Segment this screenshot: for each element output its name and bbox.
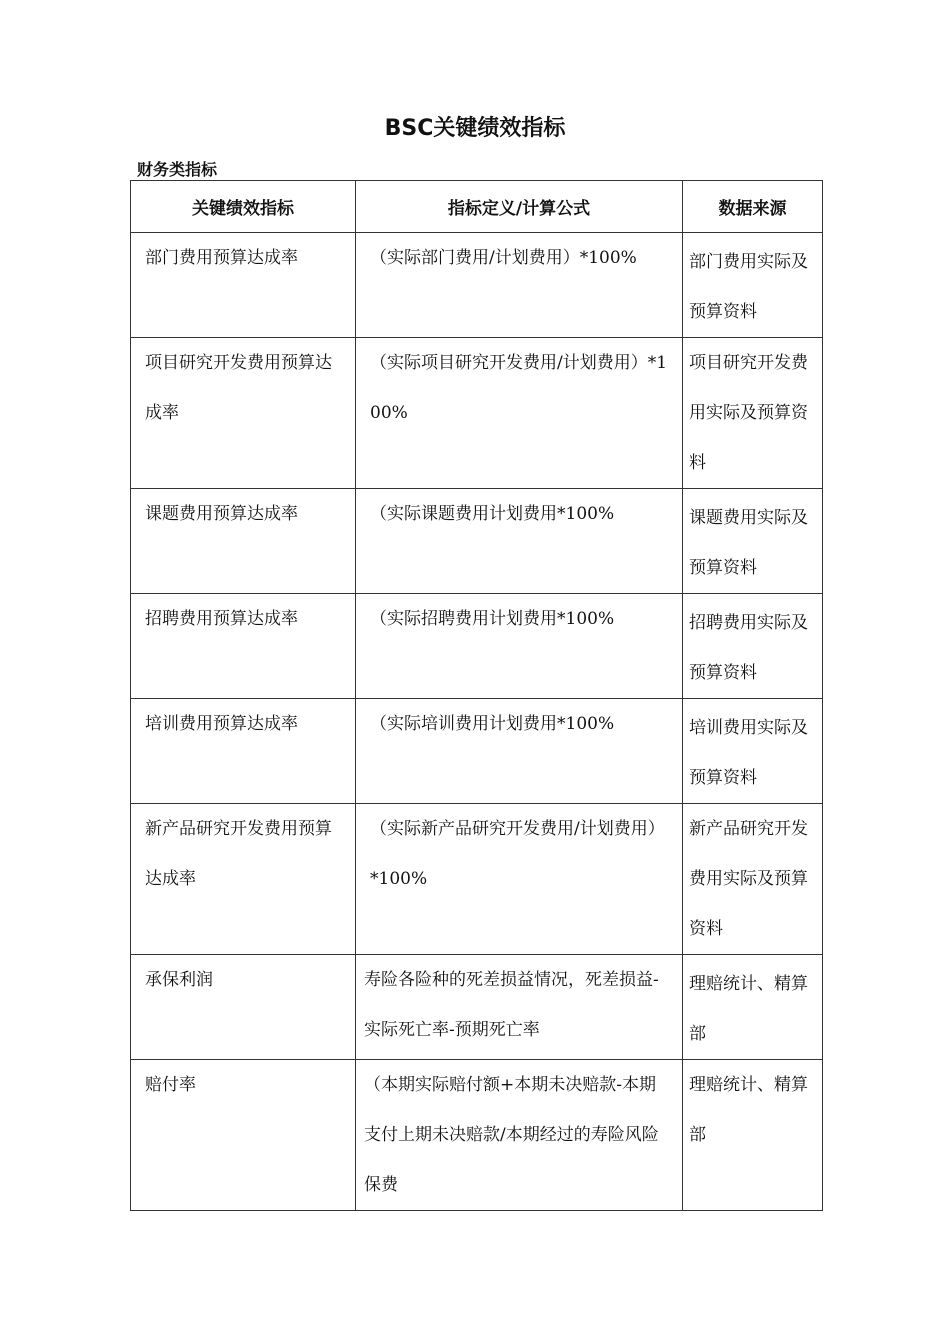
kpi-name-cell: 课题费用预算达成率 — [131, 489, 356, 594]
table-row — [131, 233, 823, 338]
table-row — [131, 699, 823, 804]
kpi-name-cell: 承保利润 — [131, 955, 356, 1060]
source-cell: 理赔统计、精算部 — [683, 1060, 823, 1211]
source-cell: 课题费用实际及预算资料 — [683, 489, 823, 594]
source-cell: 招聘费用实际及预算资料 — [683, 594, 823, 699]
kpi-name-cell: 项目研究开发费用预算达成率 — [131, 338, 356, 489]
source-cell: 新产品研究开发费用实际及预算资料 — [683, 804, 823, 955]
table-row — [131, 955, 823, 1060]
kpi-name-cell: 培训费用预算达成率 — [131, 699, 356, 804]
kpi-name-cell: 赔付率 — [131, 1060, 356, 1211]
section-title: 财务类指标 — [137, 160, 218, 179]
column-header-source: 数据来源 — [683, 181, 823, 233]
table-row — [131, 594, 823, 699]
source-cell: 理赔统计、精算部 — [683, 955, 823, 1060]
formula-cell: （实际课题费用计划费用*100% — [356, 489, 683, 594]
table-row — [131, 804, 823, 955]
column-header-formula: 指标定义/计算公式 — [356, 181, 683, 233]
source-cell: 培训费用实际及预算资料 — [683, 699, 823, 804]
kpi-name-cell: 招聘费用预算达成率 — [131, 594, 356, 699]
kpi-name-cell: 新产品研究开发费用预算达成率 — [131, 804, 356, 955]
formula-cell: （实际培训费用计划费用*100% — [356, 699, 683, 804]
formula-cell: （实际部门费用/计划费用）*100% — [356, 233, 683, 338]
table-row — [131, 338, 823, 489]
column-header-kpi: 关键绩效指标 — [131, 181, 356, 233]
formula-cell: （实际招聘费用计划费用*100% — [356, 594, 683, 699]
formula-cell: 寿险各险种的死差损益情况，死差损益-实际死亡率-预期死亡率 — [356, 955, 683, 1060]
kpi-name-cell: 部门费用预算达成率 — [131, 233, 356, 338]
formula-cell: （实际新产品研究开发费用/计划费用）*100% — [356, 804, 683, 955]
formula-cell: （实际项目研究开发费用/计划费用）*100% — [356, 338, 683, 489]
table-row — [131, 1060, 823, 1211]
page-title: BSC关键绩效指标 — [384, 116, 566, 141]
table-row — [131, 489, 823, 594]
source-cell: 部门费用实际及预算资料 — [683, 233, 823, 338]
formula-cell: （本期实际赔付额+本期未决赔款-本期支付上期未决赔款/本期经过的寿险风险保费 — [356, 1060, 683, 1211]
kpi-table — [130, 180, 823, 1211]
source-cell: 项目研究开发费用实际及预算资料 — [683, 338, 823, 489]
table-header-row — [131, 181, 823, 233]
